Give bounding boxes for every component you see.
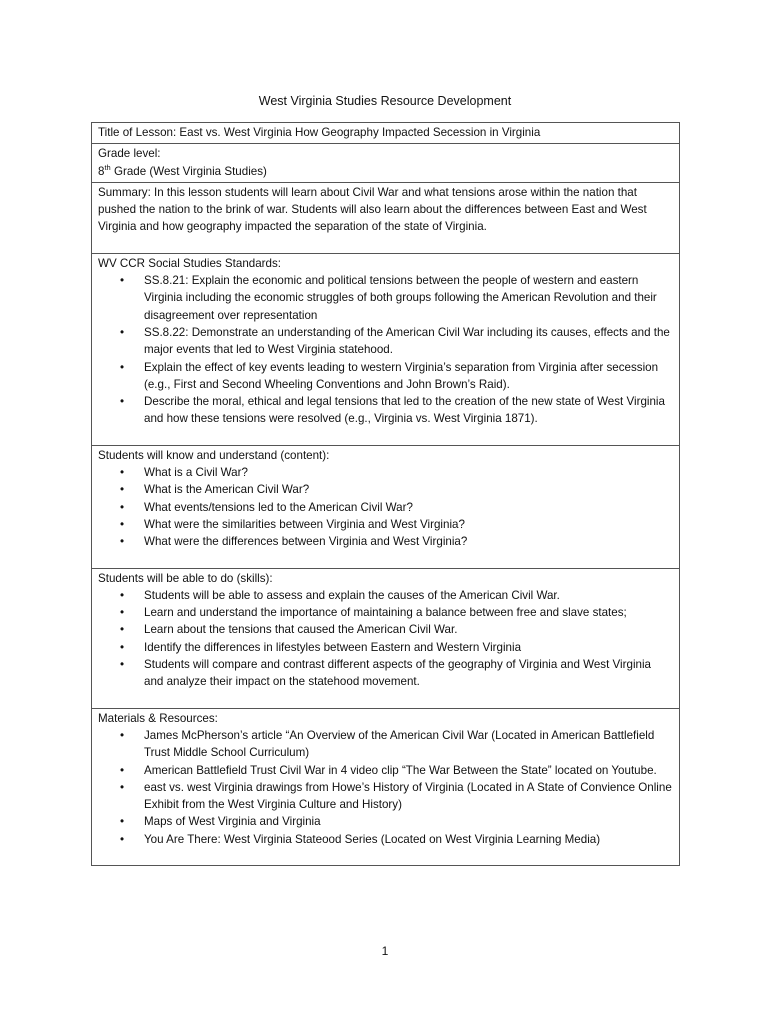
lesson-plan-table [91,122,680,866]
list-item: • east vs. west Virginia drawings from Howe’s History of Virginia (Located in A State of Convience Online Exhibit from the West Virginia Culture and History) [144,779,673,814]
materials-cell [92,708,680,865]
list-item: • Students will compare and contrast different aspects of the geography of Virginia and West Virginia and analyze their impact on the statehood movement. [144,656,673,691]
list-item: • What is the American Civil War? [144,481,673,498]
summary-cell: Summary: In this lesson students will learn about Civil War and what tensions arose within the nation that pushed the nation to the brink of war. Students will also learn about the differences between East and West Virginia and how geography impacted the separation of the state of Virginia. [92,182,680,253]
standards-heading: WV CCR Social Studies Standards: [98,256,281,270]
list-item: • SS.8.22: Demonstrate an understanding of the American Civil War including its causes, effects and the major events that led to West Virginia statehood. [144,324,673,359]
grade-text: Grade (West Virginia Studies) [110,164,267,178]
list-item: • What events/tensions led to the American Civil War? [144,499,673,516]
list-item: • SS.8.21: Explain the economic and political tensions between the people of western and eastern Virginia including the economic struggles of both groups following the American Revolution and their disagreement over representation [144,272,673,324]
content-heading: Students will know and understand (content): [98,448,330,462]
lesson-title-cell: Title of Lesson: East vs. West Virginia How Geography Impacted Secession in Virginia [92,123,680,144]
skills-row [92,568,680,708]
list-item: • What were the differences between Virginia and West Virginia? [144,533,673,550]
list-item: • Learn about the tensions that caused the American Civil War. [144,621,673,638]
list-item: • What were the similarities between Virginia and West Virginia? [144,516,673,533]
grade-row [92,144,680,183]
page-title: West Virginia Studies Resource Development [258,94,512,108]
list-item: • Describe the moral, ethical and legal tensions that led to the creation of the new state of West Virginia and how these tensions were resolved (e.g., Virginia vs. West Virginia 1871). [144,393,673,428]
grade-level-cell [92,144,680,183]
summary-row [92,182,680,253]
grade-number: 8 [98,164,105,178]
title-row [92,123,680,144]
materials-row [92,708,680,865]
content-cell [92,445,680,568]
list-item: • James McPherson’s article “An Overview of the American Civil War (Located in American Battlefield Trust Middle School Curriculum) [144,727,673,762]
content-list [98,464,673,550]
page-number: 1 [381,944,389,958]
list-item: • Learn and understand the importance of maintaining a balance between free and slave states; [144,604,673,621]
list-item: • Explain the effect of key events leading to western Virginia’s separation from Virginia after secession (e.g., First and Second Wheeling Conventions and John Brown’s Raid). [144,359,673,394]
standards-row [92,253,680,445]
grade-suffix: th [104,162,111,172]
list-item: • What is a Civil War? [144,464,673,481]
skills-list [98,587,673,691]
materials-list [98,727,673,848]
standards-cell [92,253,680,445]
list-item: • Students will be able to assess and explain the causes of the American Civil War. [144,587,673,604]
materials-heading: Materials & Resources: [98,711,218,725]
skills-cell [92,568,680,708]
list-item: • Identify the differences in lifestyles between Eastern and Western Virginia [144,639,673,656]
list-item: • American Battlefield Trust Civil War in 4 video clip “The War Between the State” located on Youtube. [144,762,673,779]
skills-heading: Students will be able to do (skills): [98,571,273,585]
content-row [92,445,680,568]
list-item: • You Are There: West Virginia Stateood Series (Located on West Virginia Learning Media) [144,831,673,848]
list-item: • Maps of West Virginia and Virginia [144,813,673,830]
standards-list [98,272,673,428]
grade-level-label: Grade level: [98,147,161,161]
